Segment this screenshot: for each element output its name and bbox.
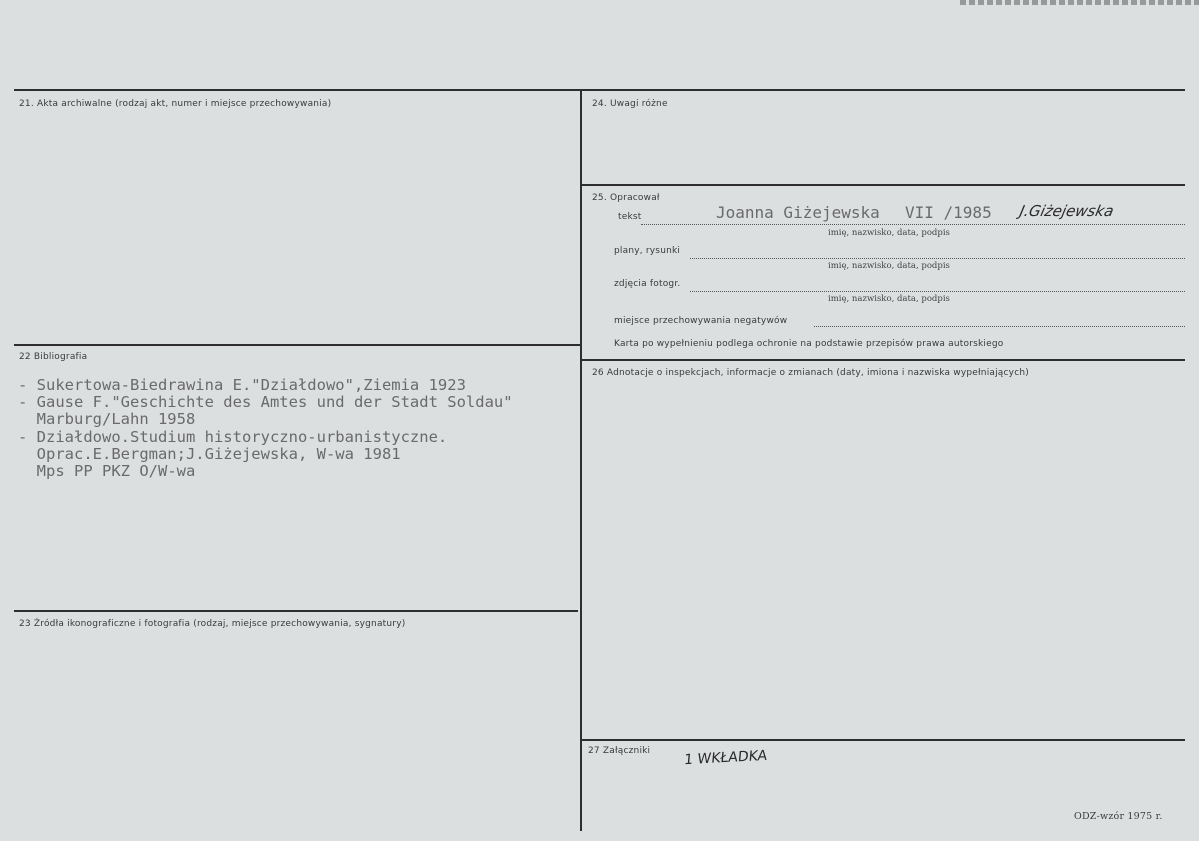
tekst-label: tekst xyxy=(618,212,642,222)
tekst-hint: imię, nazwisko, data, podpis xyxy=(828,228,950,238)
negatywy-label: miejsce przechowywania negatywów xyxy=(614,316,788,326)
divider-25-26 xyxy=(582,359,1185,361)
plany-line xyxy=(690,258,1185,259)
divider-24-25 xyxy=(582,184,1185,186)
bibliography-line-4: - Działdowo.Studium historyczno-urbanistyczne. xyxy=(18,428,448,446)
section-23-label: 23 Źródła ikonograficzne i fotografia (rodzaj, miejsce przechowywania, sygnatury) xyxy=(19,619,406,629)
author-signature: J.Giżejewska xyxy=(1018,202,1116,220)
bibliography-line-3: Marburg/Lahn 1958 xyxy=(18,410,196,428)
tekst-author: Joanna Giżejewska xyxy=(716,203,880,222)
divider-26-27 xyxy=(582,739,1185,741)
plany-label: plany, rysunki xyxy=(614,246,681,256)
top-rule xyxy=(14,89,1185,91)
bibliography-line-2: - Gause F."Geschichte des Amtes und der Stadt Soldau" xyxy=(18,393,513,411)
zdjecia-hint: imię, nazwisko, data, podpis xyxy=(828,294,950,304)
bibliography-line-6: Mps PP PKZ O/W-wa xyxy=(18,462,196,480)
section-25-label: 25. Opracował xyxy=(592,193,660,203)
plany-hint: imię, nazwisko, data, podpis xyxy=(828,261,950,271)
section-26-label: 26 Adnotacje o inspekcjach, informacje o zmianach (daty, imiona i nazwiska wypełniających) xyxy=(592,368,1029,378)
zdjecia-line xyxy=(690,291,1185,292)
negatywy-line xyxy=(814,326,1185,327)
divider-22-23 xyxy=(14,610,578,612)
section-21-label: 21. Akta archiwalne (rodzaj akt, numer i miejsce przechowywania) xyxy=(19,99,332,109)
form-footer: ODZ-wzór 1975 r. xyxy=(1074,811,1163,822)
center-divider xyxy=(580,90,582,831)
divider-21-22 xyxy=(14,344,580,346)
tekst-line xyxy=(641,224,1185,225)
section-27-label: 27 Załączniki xyxy=(588,746,651,756)
bibliography-line-5: Oprac.E.Bergman;J.Giżejewska, W-wa 1981 xyxy=(18,445,401,463)
zdjecia-label: zdjęcia fotogr. xyxy=(614,279,681,289)
bibliography-line-1: - Sukertowa-Biedrawina E."Działdowo",Ziemia 1923 xyxy=(18,376,466,394)
section-24-label: 24. Uwagi różne xyxy=(592,99,668,109)
tekst-date: VII /1985 xyxy=(905,203,992,222)
zalaczniki-value: 1 WKŁADKA xyxy=(683,747,768,769)
section-22-label: 22 Bibliografia xyxy=(19,352,88,362)
copyright-note: Karta po wypełnieniu podlega ochronie na podstawie przepisów prawa autorskiego xyxy=(614,339,1004,349)
top-edge-print xyxy=(960,0,1199,5)
